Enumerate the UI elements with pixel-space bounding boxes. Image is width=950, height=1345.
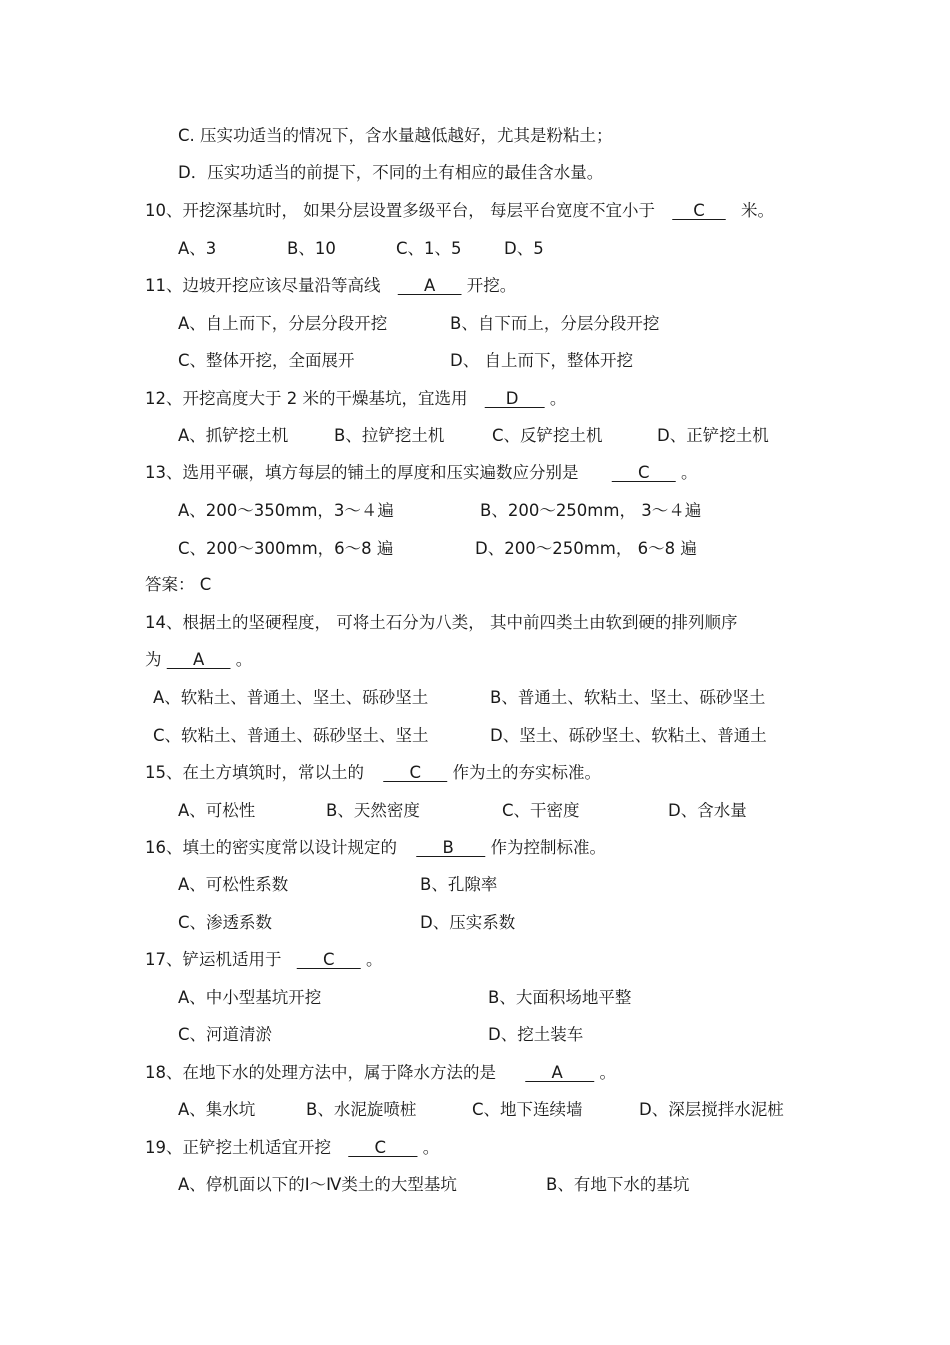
question-12 bbox=[145, 388, 566, 410]
question-14-stem: 为 bbox=[145, 650, 162, 669]
question-15-stem: 15、在土方填筑时，常以土的 bbox=[145, 763, 364, 782]
question-17-stem: 17、铲运机适用于 bbox=[145, 950, 282, 969]
question-14-answer: A bbox=[166, 650, 231, 669]
q12-option-b: B、拉铲挖土机 bbox=[334, 426, 445, 445]
question-12-answer: D bbox=[484, 389, 545, 408]
q17-option-d: D、挖土装车 bbox=[488, 1025, 584, 1044]
question-13-tail: 。 bbox=[680, 463, 698, 482]
q16-option-b: B、孔隙率 bbox=[420, 875, 498, 894]
q10-option-d: D、5 bbox=[504, 239, 544, 258]
q14-option-a: A、软粘土、普通土、坚土、砾砂坚土 bbox=[153, 688, 429, 707]
answer-line: 答案： C bbox=[145, 575, 212, 594]
q10-option-a: A、3 bbox=[178, 239, 217, 258]
q15-option-d: D、含水量 bbox=[668, 801, 747, 820]
q12-option-d: D、正铲挖土机 bbox=[657, 426, 769, 445]
question-13-stem: 13、选用平碾，填方每层的铺土的厚度和压实遍数应分别是 bbox=[145, 463, 579, 482]
q11-option-c: C、整体开挖，全面展开 bbox=[178, 351, 355, 370]
question-18-answer: A bbox=[525, 1063, 595, 1082]
question-10-stem: 10、开挖深基坑时， 如果分层设置多级平台， 每层平台宽度不宜小于 bbox=[145, 201, 655, 220]
question-19-stem: 19、正铲挖土机适宜开挖 bbox=[145, 1138, 331, 1157]
q18-option-d: D、深层搅拌水泥桩 bbox=[639, 1100, 784, 1119]
q19-option-a: A、停机面以下的Ⅰ～Ⅳ类土的大型基坑 bbox=[178, 1175, 457, 1194]
question-14-tail: 。 bbox=[235, 650, 253, 669]
q10-option-c: C、1、5 bbox=[396, 239, 462, 258]
question-15 bbox=[145, 762, 601, 784]
question-18 bbox=[145, 1062, 616, 1084]
question-11-stem: 11、边坡开挖应该尽量沿等高线 bbox=[145, 276, 381, 295]
question-14-line1: 14、根据土的坚硬程度， 可将土石分为八类， 其中前四类土由软到硬的排列顺序 bbox=[145, 613, 738, 632]
question-19-tail: 。 bbox=[422, 1138, 440, 1157]
q14-option-b: B、普通土、软粘土、坚土、砾砂坚土 bbox=[490, 688, 766, 707]
question-19 bbox=[145, 1137, 439, 1159]
q19-option-b: B、有地下水的基坑 bbox=[546, 1175, 690, 1194]
question-18-stem: 18、在地下水的处理方法中，属于降水方法的是 bbox=[145, 1063, 496, 1082]
question-11-tail: 开挖。 bbox=[466, 276, 517, 295]
question-12-tail: 。 bbox=[549, 389, 567, 408]
q16-option-c: C、渗透系数 bbox=[178, 913, 273, 932]
q14-option-d: D、坚土、砾砂坚土、软粘土、普通土 bbox=[490, 726, 767, 745]
q15-option-c: C、干密度 bbox=[502, 801, 580, 820]
q11-option-a: A、自上而下，分层分段开挖 bbox=[178, 314, 388, 333]
q17-option-b: B、大面积场地平整 bbox=[488, 988, 632, 1007]
question-19-answer: C bbox=[348, 1138, 418, 1157]
q17-option-c: C、河道清淤 bbox=[178, 1025, 273, 1044]
question-11-answer: A bbox=[397, 276, 462, 295]
question-15-tail: 作为土的夯实标准。 bbox=[452, 763, 601, 782]
q12-option-a: A、抓铲挖土机 bbox=[178, 426, 289, 445]
q9-option-c: C. 压实功适当的情况下，含水量越低越好，尤其是粉粘土； bbox=[178, 126, 613, 145]
question-18-tail: 。 bbox=[599, 1063, 616, 1082]
q13-option-a: A、200～350mm，3～４遍 bbox=[178, 501, 394, 520]
q9-option-d: D．压实功适当的前提下，不同的土有相应的最佳含水量。 bbox=[178, 163, 604, 182]
question-16-stem: 16、填土的密实度常以设计规定的 bbox=[145, 838, 397, 857]
question-13 bbox=[145, 462, 697, 484]
q15-option-b: B、天然密度 bbox=[326, 801, 420, 820]
q18-option-a: A、集水坑 bbox=[178, 1100, 256, 1119]
q17-option-a: A、中小型基坑开挖 bbox=[178, 988, 322, 1007]
question-14-line2 bbox=[145, 649, 252, 671]
question-12-stem: 12、开挖高度大于 2 米的干燥基坑，宜选用 bbox=[145, 389, 468, 408]
question-10-answer: C bbox=[672, 201, 726, 220]
question-16-answer: B bbox=[416, 838, 486, 857]
q13-option-d: D、200～250mm， 6～8 遍 bbox=[475, 539, 697, 558]
q11-option-b: B、自下而上，分层分段开挖 bbox=[450, 314, 660, 333]
question-13-answer: C bbox=[611, 463, 676, 482]
question-16 bbox=[145, 837, 606, 859]
question-10 bbox=[145, 200, 774, 222]
question-10-tail: 米。 bbox=[740, 201, 774, 220]
q13-option-b: B、200～250mm， 3～４遍 bbox=[480, 501, 702, 520]
q12-option-c: C、反铲挖土机 bbox=[492, 426, 603, 445]
question-11 bbox=[145, 275, 516, 297]
question-15-answer: C bbox=[383, 763, 448, 782]
q10-option-b: B、10 bbox=[287, 239, 336, 258]
question-17 bbox=[145, 949, 382, 971]
question-17-tail: 。 bbox=[365, 950, 383, 969]
q14-option-c: C、软粘土、普通土、砾砂坚土、坚土 bbox=[153, 726, 429, 745]
q16-option-d: D、压实系数 bbox=[420, 913, 516, 932]
q15-option-a: A、可松性 bbox=[178, 801, 256, 820]
q18-option-b: B、水泥旋喷桩 bbox=[306, 1100, 417, 1119]
q16-option-a: A、可松性系数 bbox=[178, 875, 289, 894]
q11-option-d: D、 自上而下，整体开挖 bbox=[450, 351, 633, 370]
question-17-answer: C bbox=[296, 950, 361, 969]
question-16-tail: 作为控制标准。 bbox=[490, 838, 607, 857]
q13-option-c: C、200～300mm，6～8 遍 bbox=[178, 539, 394, 558]
q18-option-c: C、地下连续墙 bbox=[472, 1100, 583, 1119]
